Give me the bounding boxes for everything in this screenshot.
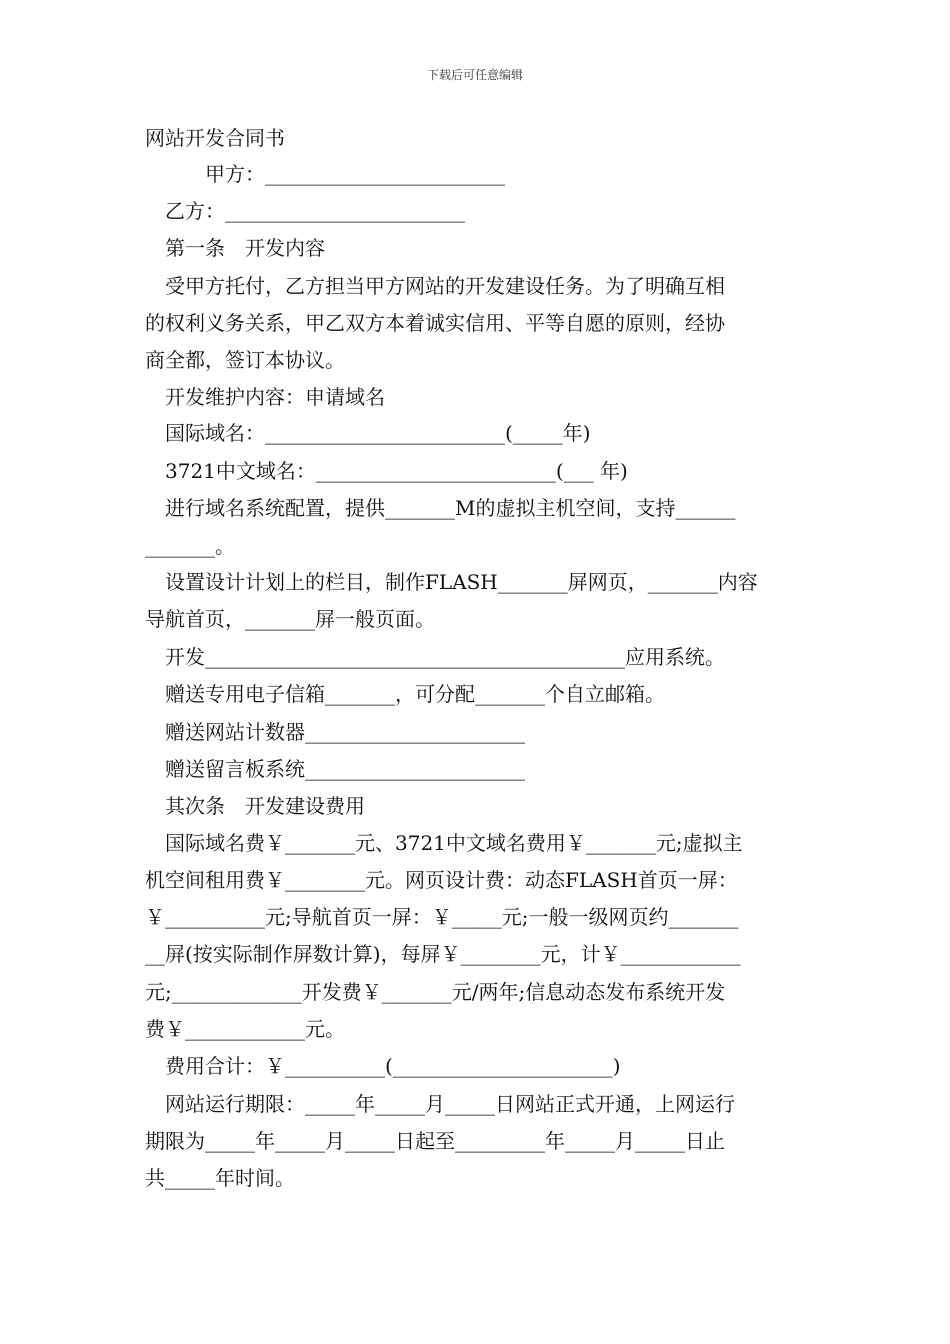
party-b-line: 乙方：________________________ — [145, 199, 465, 223]
paragraph-line: 设置设计计划上的栏目，制作FLASH_______屏网页，_______内容 — [145, 570, 758, 594]
total-cost-line: 费用合计：￥__________(______________________) — [145, 1054, 621, 1078]
email-gift-line: 赠送专用电子信箱_______，可分配_______个自立邮箱。 — [145, 682, 665, 706]
maintenance-content: 开发维护内容：申请域名 — [145, 385, 385, 409]
paragraph-line: 国际域名费￥_______元、3721中文域名费用￥_______元;虚拟主 — [145, 831, 743, 855]
counter-gift-line: 赠送网站计数器______________________ — [145, 720, 525, 744]
paragraph-line: 元;_____________开发费￥_______元/两年;信息动态发布系统开发 — [145, 980, 726, 1004]
paragraph-line: 商全都，签订本协议。 — [145, 348, 345, 372]
article-1-heading: 第一条 开发内容 — [145, 236, 325, 260]
page-header-note: 下载后可任意编辑 — [426, 68, 523, 82]
cn-domain-line: 3721中文域名：________________________(___ 年) — [145, 459, 628, 483]
paragraph-line: __屏(按实际制作屏数计算)，每屏￥________元，计￥____________ — [145, 942, 741, 966]
paragraph-line: 共_____年时间。 — [145, 1166, 295, 1190]
guestbook-gift-line: 赠送留言板系统______________________ — [145, 757, 525, 781]
paragraph-line: ￥__________元;导航首页一屏：￥_____元;一般一级网页约_______ — [145, 905, 739, 929]
app-system-line: 开发__________________________________________应用系统。 — [145, 645, 725, 669]
contract-title: 网站开发合同书 — [145, 126, 285, 150]
article-2-heading: 其次条 开发建设费用 — [145, 794, 365, 818]
paragraph-line: 期限为_____年_____月_____日起至_________年_____月_____日止 — [145, 1129, 725, 1153]
party-a-line: 甲方：________________________ — [145, 162, 505, 186]
paragraph-line: 进行域名系统配置，提供_______M的虚拟主机空间，支持______ — [145, 496, 736, 520]
intl-domain-line: 国际域名：________________________(_____年) — [145, 421, 591, 445]
paragraph-line: 导航首页，_______屏一般页面。 — [145, 607, 435, 631]
paragraph-line: 费￥____________元。 — [145, 1017, 345, 1041]
paragraph-line: 的权利义务关系，甲乙双方本着诚实信用、平等自愿的原则，经协 — [145, 311, 725, 335]
paragraph-line: 受甲方托付，乙方担当甲方网站的开发建设任务。为了明确互相 — [145, 274, 725, 298]
paragraph-line: 机空间租用费￥________元。网页设计费：动态FLASH首页一屏： — [145, 868, 738, 892]
paragraph-line: 网站运行期限：_____年_____月_____日网站正式开通，上网运行 — [145, 1092, 735, 1116]
paragraph-line: _______。 — [145, 534, 235, 558]
